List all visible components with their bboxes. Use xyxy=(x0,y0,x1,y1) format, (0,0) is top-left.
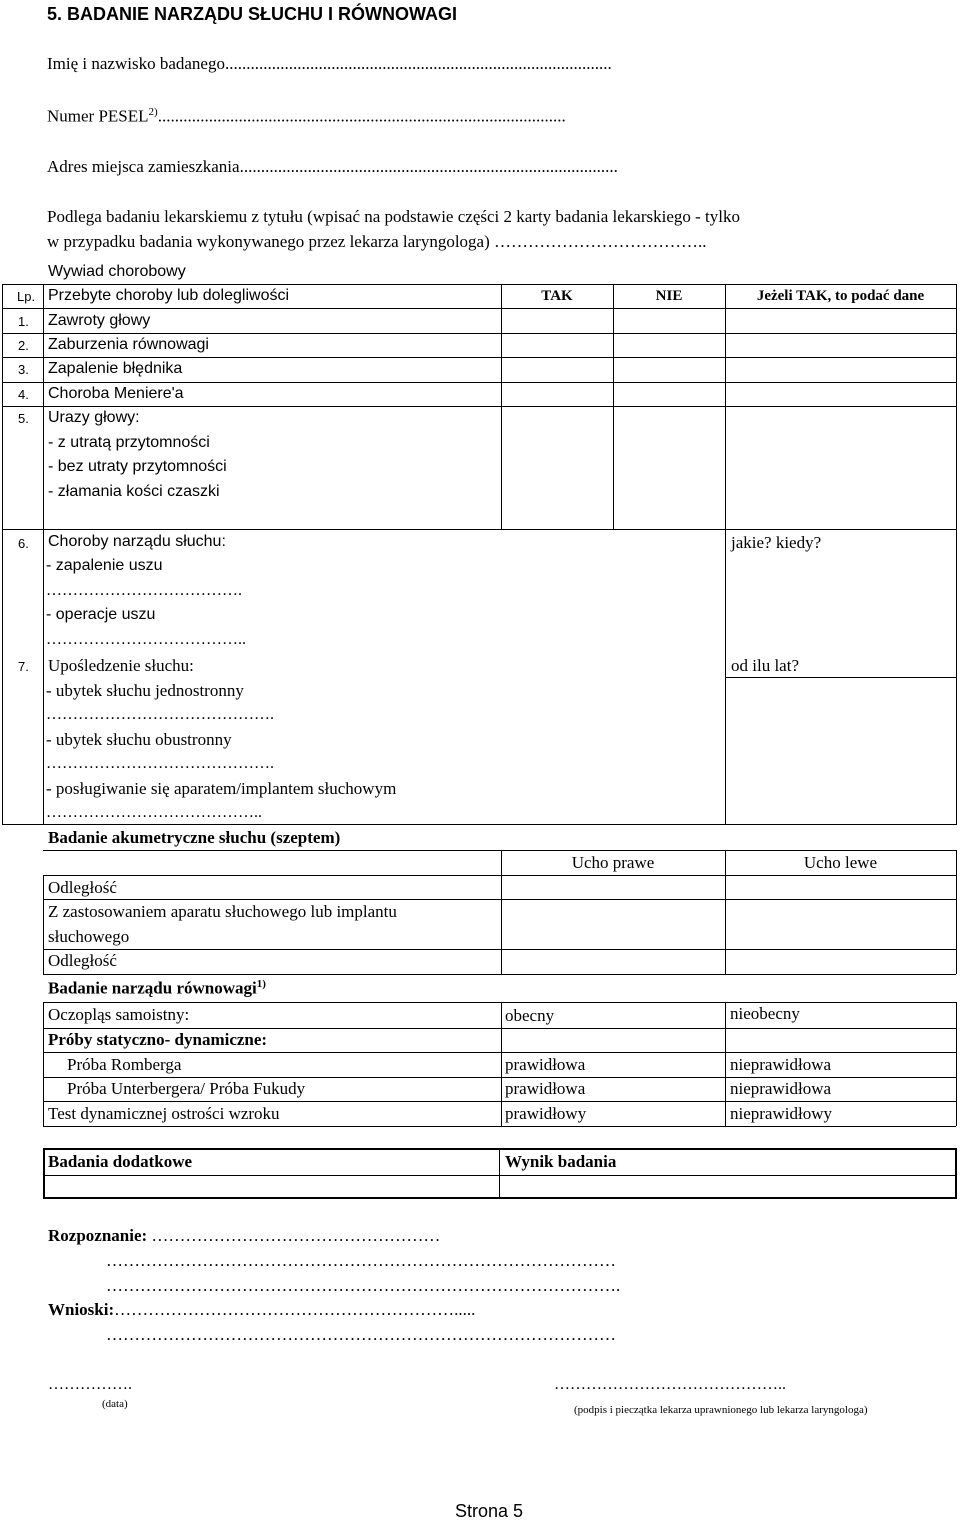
row-label: Urazy głowy: xyxy=(48,409,140,426)
disease-dots[interactable]: ………………………………. xyxy=(46,582,242,599)
disease-dots[interactable]: ……………………………….. xyxy=(46,631,246,648)
row-number: 6. xyxy=(18,536,29,551)
table-line xyxy=(725,1002,726,1126)
pesel-field xyxy=(47,106,566,127)
basis-line-2 xyxy=(47,232,707,252)
col-details: Jeżeli TAK, to podać dane xyxy=(756,288,925,304)
balance-option-b[interactable]: nieobecny xyxy=(730,1004,800,1023)
address-field xyxy=(47,157,618,177)
row-number: 2. xyxy=(18,338,29,353)
table-line xyxy=(501,1002,502,1126)
conclusions-dots[interactable]: ……………………………………………………..... xyxy=(114,1300,476,1319)
diagnosis-dots-3[interactable]: ………………………………………………………………………………. xyxy=(106,1276,621,1295)
table-line xyxy=(956,850,957,974)
table-line xyxy=(2,333,957,334)
table-line xyxy=(43,1028,956,1029)
address-label: Adres miejsca zamieszkania xyxy=(47,157,240,176)
diagnosis-dots-2[interactable]: ……………………………………………………………………………… xyxy=(106,1251,616,1270)
pesel-label: Numer PESEL xyxy=(47,106,149,126)
table-line xyxy=(2,308,957,309)
row-number: 4. xyxy=(18,387,29,402)
row-note: jakie? kiedy? xyxy=(731,533,822,552)
distance-label-2: Odległość xyxy=(48,951,117,970)
name-dots[interactable]: ........................................................................................... xyxy=(224,54,612,73)
acumetric-title: Badanie akumetryczne słuchu (szeptem) xyxy=(48,828,341,847)
balance-option-a[interactable]: prawidłowa xyxy=(505,1055,586,1074)
row-label: Zapalenie błędnika xyxy=(48,360,183,377)
balance-option-b[interactable]: nieprawidłowa xyxy=(730,1079,832,1098)
col-lp: Lp. xyxy=(17,289,36,304)
balance-option-b[interactable]: nieprawidłowa xyxy=(730,1055,832,1074)
table-line xyxy=(956,284,957,824)
name-field xyxy=(47,54,612,74)
table-line xyxy=(2,824,957,825)
row-label: Choroby narządu słuchu: xyxy=(48,533,226,550)
col-yes: TAK xyxy=(541,288,573,304)
distance-label: Odległość xyxy=(48,878,117,897)
basis-line-1: Podlega badaniu lekarskiemu z tytułu (wpisać na podstawie części 2 karty badania lekarskiego - tylko xyxy=(47,207,740,226)
test-result-header: Wynik badania xyxy=(505,1152,617,1171)
balance-title-text: Badanie narządu równowagi xyxy=(48,978,257,998)
injury-option: - złamania kości czaszki xyxy=(48,483,220,500)
name-label: Imię i nazwisko badanego xyxy=(47,54,225,73)
table-line xyxy=(43,284,44,824)
disease-item: - zapalenie uszu xyxy=(46,557,163,574)
aid-label-line-1: Z zastosowaniem aparatu słuchowego lub implantu xyxy=(48,902,397,921)
aid-label-line-2: słuchowego xyxy=(48,927,130,946)
table-line xyxy=(955,1148,957,1199)
table-line xyxy=(43,1002,44,1126)
table-line xyxy=(2,529,957,530)
balance-row-label: Próba Romberga xyxy=(67,1055,182,1074)
address-dots[interactable]: ......................................................................................... xyxy=(239,157,618,176)
table-line xyxy=(43,1175,957,1176)
table-line xyxy=(43,875,956,876)
col-no: NIE xyxy=(655,288,683,304)
row-note: od ilu lat? xyxy=(731,656,799,675)
table-line xyxy=(43,1148,957,1150)
balance-option-b[interactable]: nieprawidłowy xyxy=(730,1104,832,1123)
impairment-dots[interactable]: ……………………………………. xyxy=(46,755,274,772)
table-line xyxy=(2,284,957,285)
row-label: Choroba Meniere'a xyxy=(48,385,184,402)
impairment-item: - ubytek słuchu jednostronny xyxy=(46,681,244,700)
table-line xyxy=(2,406,957,407)
table-line xyxy=(43,1126,956,1127)
table-line xyxy=(501,284,502,529)
col-item: Przebyte choroby lub dolegliwości xyxy=(48,287,290,304)
signature-label: (podpis i pieczątka lekarza uprawnionego lub lekarza laryngologa) xyxy=(574,1404,868,1416)
section-title: 5. BADANIE NARZĄDU SŁUCHU I RÓWNOWAGI xyxy=(47,4,457,24)
balance-row-label: Próby statyczno- dynamiczne: xyxy=(48,1030,268,1049)
table-line xyxy=(43,899,956,900)
table-line xyxy=(43,1101,956,1102)
table-line xyxy=(725,677,956,678)
row-label: Zaburzenia równowagi xyxy=(48,336,209,353)
impairment-item: - posługiwanie się aparatem/implantem słuchowym xyxy=(46,779,397,798)
table-line xyxy=(956,1002,957,1126)
pesel-dots[interactable]: ................................................................................................ xyxy=(157,106,566,126)
table-line xyxy=(43,1077,956,1078)
table-line xyxy=(725,284,726,824)
balance-row-label: Test dynamicznej ostrości wzroku xyxy=(48,1104,280,1123)
conclusions-field xyxy=(48,1300,475,1320)
right-ear-header: Ucho prawe xyxy=(571,853,655,872)
table-line xyxy=(43,1052,956,1053)
diagnosis-field xyxy=(48,1226,440,1246)
balance-row-label: Oczopląs samoistny: xyxy=(48,1005,190,1024)
table-line xyxy=(43,1197,957,1199)
balance-option-a[interactable]: prawidłowy xyxy=(505,1104,587,1123)
table-line xyxy=(2,382,957,383)
injury-option: - bez utraty przytomności xyxy=(48,458,227,475)
disease-item: - operacje uszu xyxy=(46,606,156,623)
balance-option-a[interactable]: obecny xyxy=(505,1006,555,1025)
balance-footnote: 1) xyxy=(256,978,266,990)
impairment-dots[interactable]: ………………………………….. xyxy=(46,804,262,821)
balance-title xyxy=(48,978,266,999)
row-number: 7. xyxy=(18,659,29,674)
table-line xyxy=(43,875,44,974)
conclusions-label: Wnioski: xyxy=(48,1300,115,1319)
table-line xyxy=(2,357,957,358)
table-line xyxy=(499,1148,500,1199)
table-line xyxy=(2,284,3,824)
row-number: 3. xyxy=(18,362,29,377)
left-ear-header: Ucho lewe xyxy=(803,853,878,872)
diagnosis-dots[interactable]: …………………………………………… xyxy=(151,1226,441,1245)
table-line xyxy=(43,949,956,950)
table-line xyxy=(43,850,956,851)
date-dots[interactable]: ……………. xyxy=(48,1376,132,1393)
table-line xyxy=(43,1148,45,1199)
date-label: (data) xyxy=(102,1398,128,1410)
basis-label: w przypadku badania wykonywanego przez lekarza laryngologa) xyxy=(47,232,490,251)
balance-row-label: Próba Unterbergera/ Próba Fukudy xyxy=(67,1079,306,1098)
table-line xyxy=(43,974,956,975)
table-line xyxy=(613,284,614,529)
balance-option-a[interactable]: prawidłowa xyxy=(505,1079,586,1098)
additional-tests-header: Badania dodatkowe xyxy=(48,1152,193,1171)
pesel-footnote: 2) xyxy=(148,106,158,118)
page-number: Strona 5 xyxy=(455,1501,524,1521)
basis-dots[interactable]: ……………………………….. xyxy=(494,232,707,251)
signature-dots[interactable]: …………………………………….. xyxy=(554,1376,786,1393)
diagnosis-label: Rozpoznanie: xyxy=(48,1226,148,1245)
impairment-item: - ubytek słuchu obustronny xyxy=(46,730,232,749)
impairment-dots[interactable]: ……………………………………. xyxy=(46,706,274,723)
conclusions-dots-2[interactable]: ……………………………………………………………………………… xyxy=(106,1325,616,1344)
interview-title: Wywiad chorobowy xyxy=(48,263,186,280)
row-label: Upośledzenie słuchu: xyxy=(48,656,194,675)
row-label: Zawroty głowy xyxy=(48,312,151,329)
injury-option: - z utratą przytomności xyxy=(48,434,210,451)
row-number: 5. xyxy=(18,411,29,426)
row-number: 1. xyxy=(18,314,29,329)
table-line xyxy=(43,1002,956,1003)
